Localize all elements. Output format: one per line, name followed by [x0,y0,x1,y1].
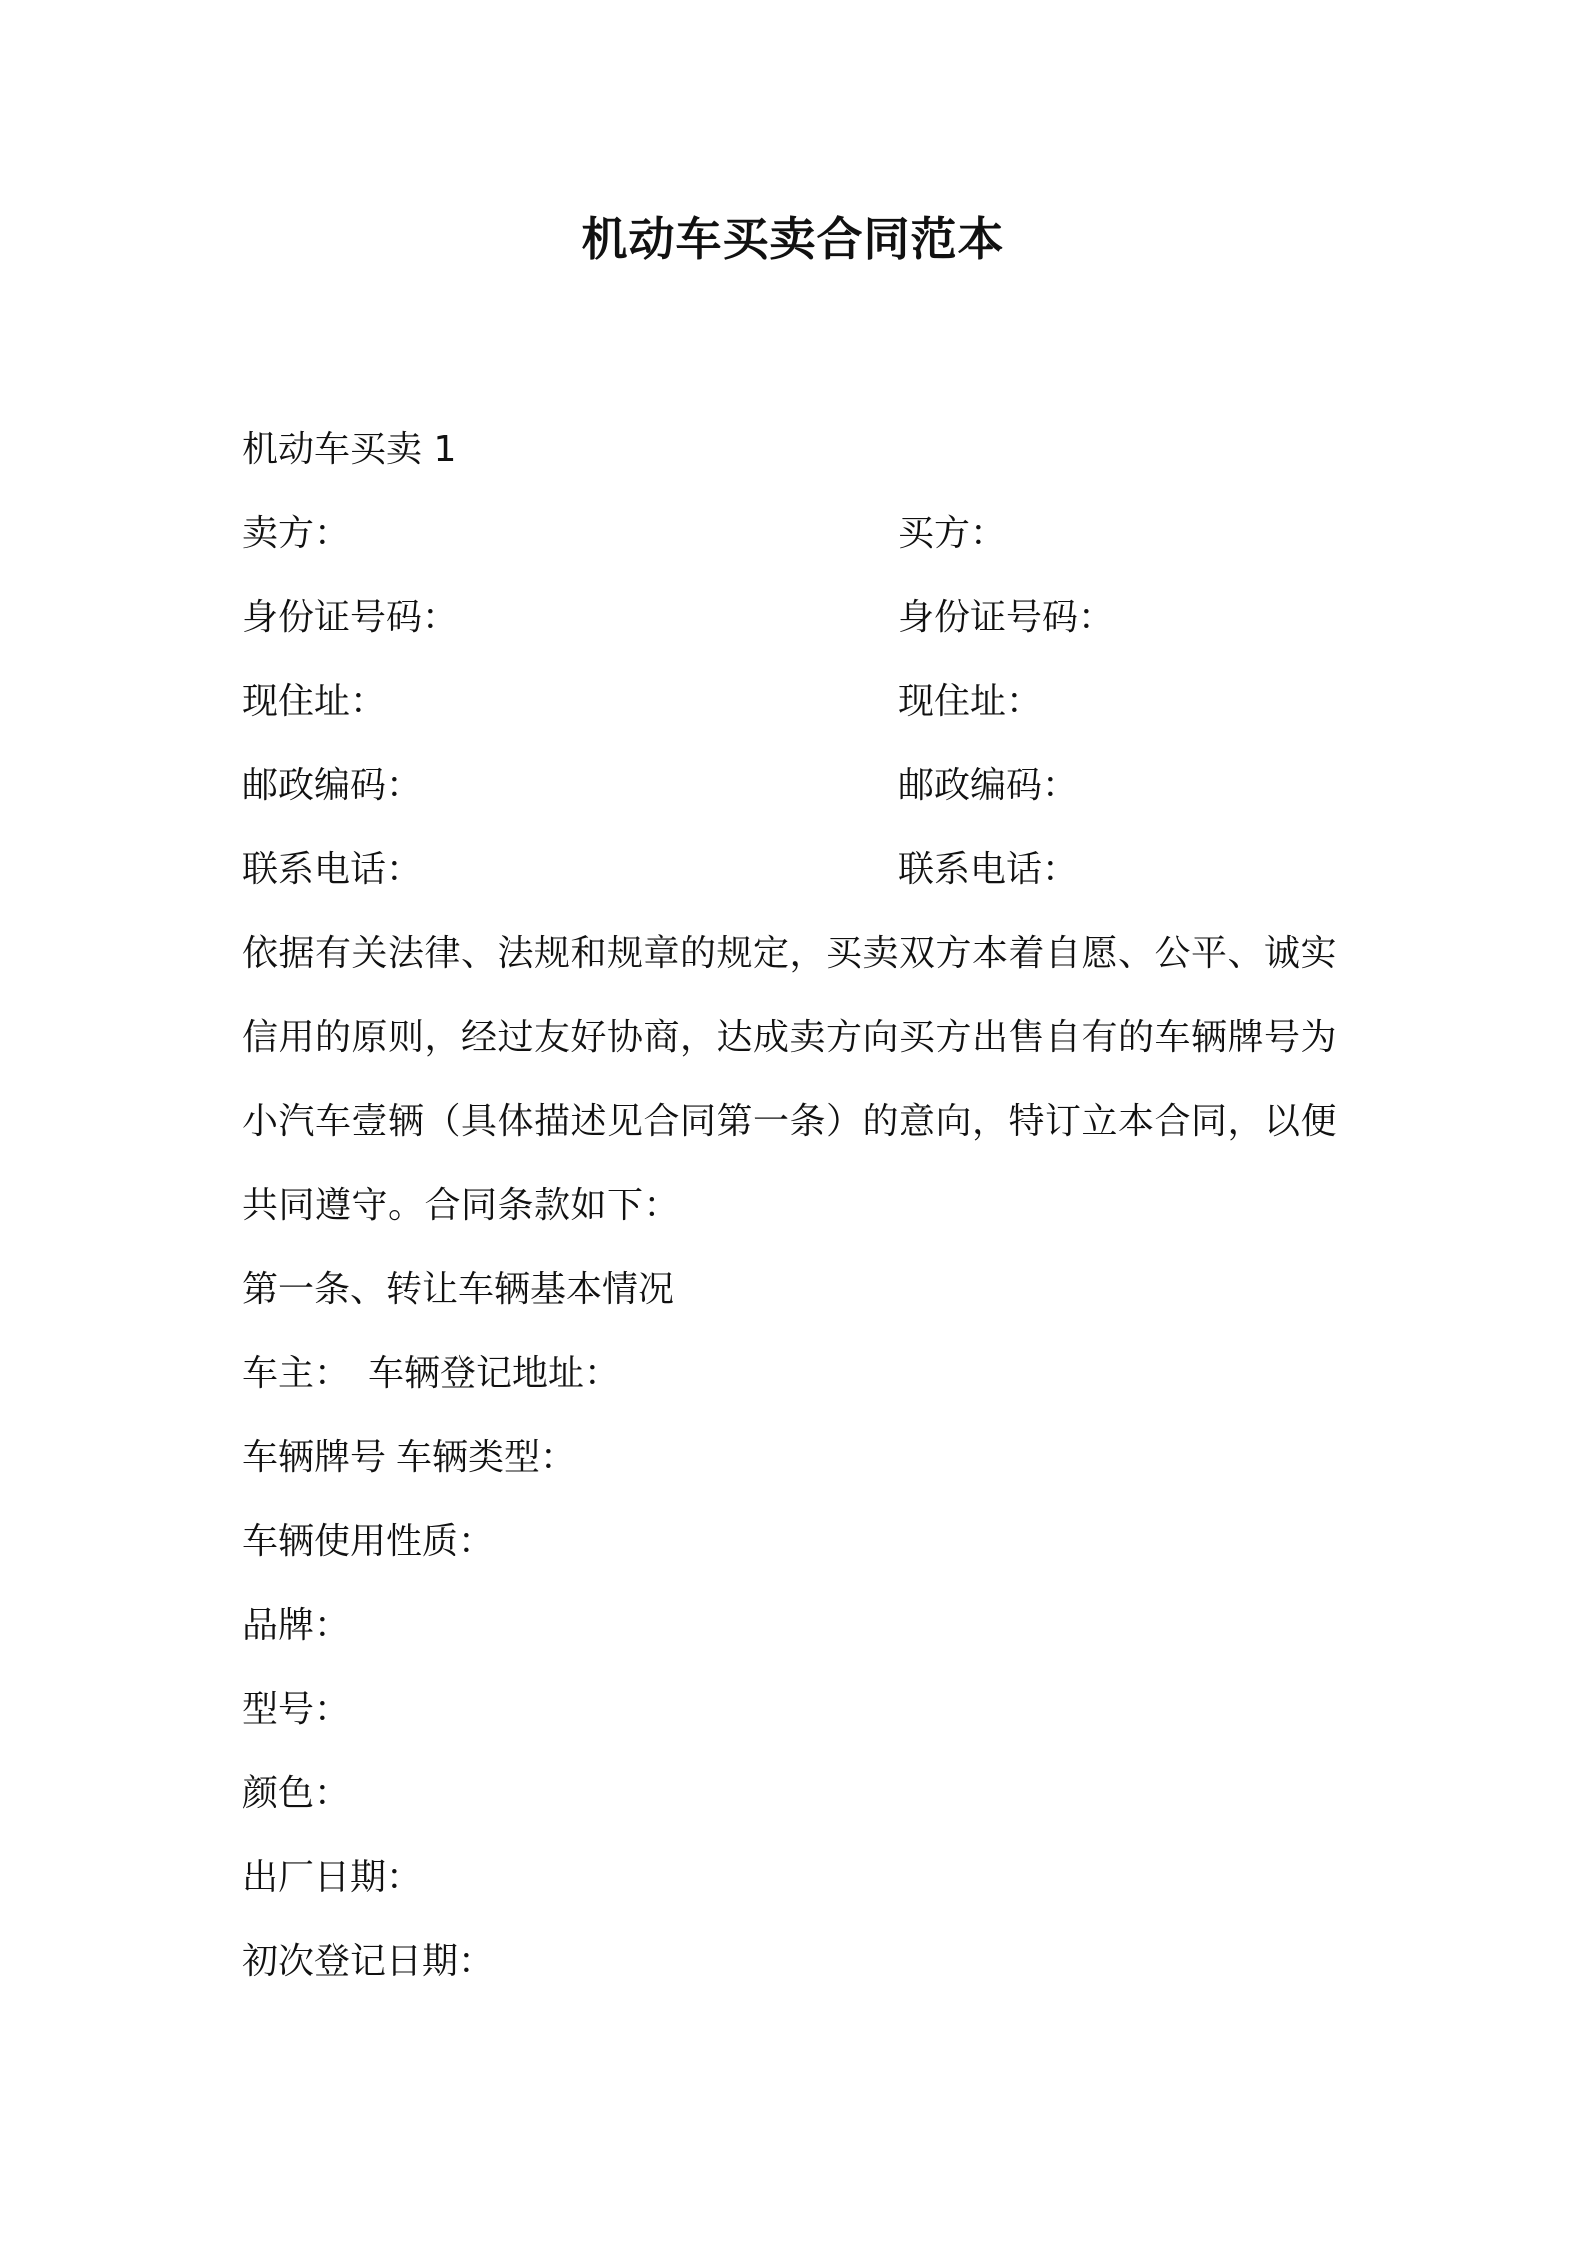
document-body [242,408,1352,2004]
buyer-label: 买方： [898,513,1007,554]
preamble-line-1: 依据有关法律、法规和规章的规定，买卖双方本着自愿、公平、诚实 [242,933,1338,974]
first-registration-date-field: 初次登记日期： [242,1941,495,1982]
brand-field: 品牌： [242,1605,351,1646]
usage-nature-field: 车辆使用性质： [242,1521,495,1562]
seller-postcode-label: 邮政编码： [242,765,423,806]
preamble-line-3: 小汽车壹辆（具体描述见合同第一条）的意向，特订立本合同，以便 [242,1101,1338,1142]
preamble-line-4: 共同遵守。合同条款如下： [242,1185,681,1226]
party-row-address [242,660,1352,744]
color-field: 颜色： [242,1773,351,1814]
model-field: 型号： [242,1689,351,1730]
seller-label: 卖方： [242,513,351,554]
seller-phone-label: 联系电话： [242,849,423,890]
seller-id-label: 身份证号码： [242,597,459,638]
contract-subtitle: 机动车买卖 1 [242,429,457,470]
party-row-seller-buyer [242,492,1352,576]
party-row-postcode [242,744,1352,828]
owner-row [242,1332,1352,1416]
buyer-phone-label: 联系电话： [898,849,1079,890]
plate-label: 车辆牌号 [242,1437,387,1478]
party-row-id-number [242,576,1352,660]
manufacture-date-field: 出厂日期： [242,1857,423,1898]
section-1-heading: 第一条、转让车辆基本情况 [242,1269,675,1310]
vehicle-type-label: 车辆类型： [396,1437,577,1478]
seller-address-label: 现住址： [242,681,387,722]
buyer-address-label: 现住址： [898,681,1043,722]
document-title: 机动车买卖合同范本 [581,212,1005,266]
plate-row [242,1416,1352,1500]
registration-address-label: 车辆登记地址： [368,1353,621,1394]
owner-label: 车主： [242,1353,351,1394]
preamble-line-2: 信用的原则，经过友好协商，达成卖方向买方出售自有的车辆牌号为 [242,1017,1338,1058]
buyer-postcode-label: 邮政编码： [898,765,1079,806]
buyer-id-label: 身份证号码： [898,597,1115,638]
party-row-phone [242,828,1352,912]
